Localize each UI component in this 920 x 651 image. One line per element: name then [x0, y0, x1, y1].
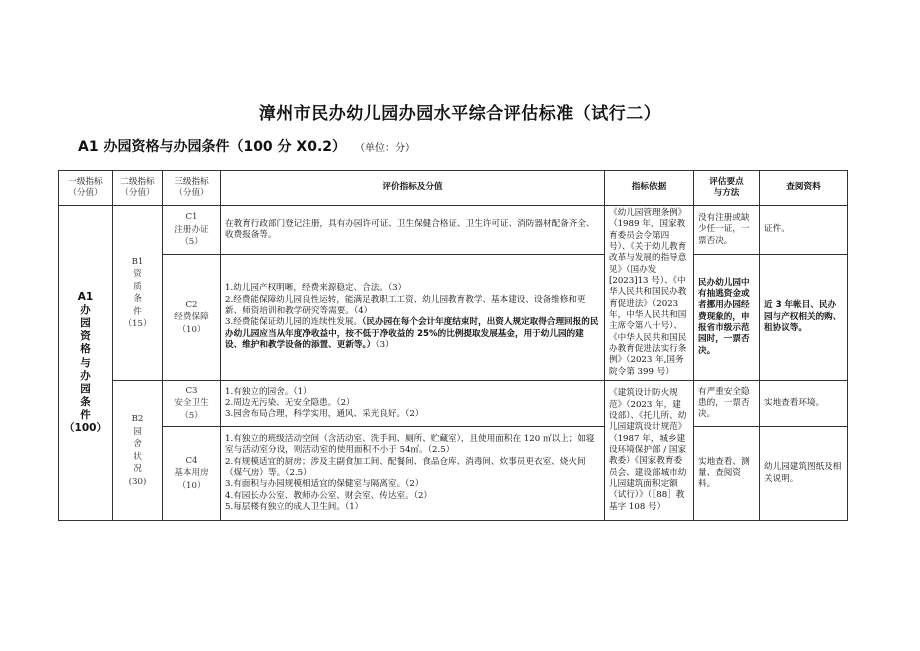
header-level3: 三级指标 （分值）	[163, 171, 221, 206]
table-row	[59, 254, 848, 380]
basis-b2: 《建筑设计防火规范》（2023 年，建设部）、《托儿所、幼儿园建筑设计规范》（1987 年，城乡建设环境保护部 / 国家教委）《国家教育委员会、建设部城市幼儿园建筑面积定额（试行）》（［88］教基字 108 号）	[605, 381, 694, 521]
materials-c4: 幼儿园建筑图纸及相关说明。	[760, 427, 848, 521]
criteria-c1: 在教育行政部门登记注册，具有办园许可证、卫生保健合格证、卫生许可证、消防器材配备齐全、收费报备等。	[221, 206, 605, 255]
materials-c1: 证件。	[760, 206, 848, 255]
criteria-c2: 1.幼儿园产权明晰，经费来源稳定、合法。（3） 2.经费能保障幼儿园良性运转，能满足教职工工资、幼儿园教育教学、基本建设、设备维修和更新、师资培训和教学研究等需要。（4） 3.经费能保证幼儿园的连续性发展。（民办园在每个会计年度结束时，出资人规定取得合理回报的民办幼儿园应当从年度净收益中，按不低于净收益的 25%的比例提取发展基金，用于幼儿园的建设、维护和教学设备的添置、更新等。）（3）	[221, 254, 605, 380]
materials-c2: 近 3 年帐目、民办园与产权相关的购、租协议等。	[760, 254, 848, 380]
method-c2: 民办幼儿园中有抽逃资金或者挪用办园经费现象的，申报省市级示范园时，一票否决。	[694, 254, 760, 380]
level3-cell-c1: C1 注册办证 （5）	[163, 206, 221, 255]
criteria-c3: 1.有独立的园舍。（1） 2.周边无污染、无安全隐患。（2） 3.园舍布局合理，科学实用，通风、采光良好。（2）	[221, 381, 605, 427]
criteria-c4: 1.有独立的班级活动空间（含活动室、洗手间、厕所、贮藏室），且使用面积在 120 ㎡以上；如寝室与活动室分设，则活动室的使用面积不小于 54㎡。（2.5） 2.有规模适宜的厨房；涉及主副食加工间、配餐间、食品仓库、消毒间、炊事员更衣室、烧火间（煤气房）等。（2.5） 3.有面积与办园规模相适宜的保健室与隔离室。（2） 4.有园长办公室、教师办公室、财会室、传达室。（2） 5.每层楼有独立的成人卫生间。（1）	[221, 427, 605, 521]
level1-cell: A1 办 园 资 格 与 办 园 条 件 （100）	[59, 206, 113, 521]
level2-cell-b1: B1 资 质 条 件 （15）	[113, 206, 163, 381]
page-title: 漳州市民办幼儿园办园水平综合评估标准（试行二）	[258, 104, 662, 124]
method-c3: 有严重安全隐患的，一票否决。	[694, 381, 760, 427]
header-criteria: 评价指标及分值	[221, 171, 605, 206]
level3-cell-c3: C3 安全卫生 （5）	[163, 381, 221, 427]
section-heading	[78, 136, 415, 156]
basis-b1: 《幼儿园管理条例》（1989 年，国家教育委员会令第四号）、《关于幼儿教育改革与发展的指导意见》（国办发[2023]13 号）、《中华人民共和国民办教育促进法》（2023 年，中华人民共和国主席令第八十号）、《中华人民共和国民办教育促进法实行条例》（2023 年,国务院令第 399 号）	[605, 206, 694, 381]
header-method: 评估要点 与方法	[694, 171, 760, 206]
table-row	[59, 427, 848, 521]
materials-c3: 实地查看环境。	[760, 381, 848, 427]
unit-note: （单位：分）	[360, 143, 416, 154]
level3-cell-c4: C4 基本用房 （10）	[163, 427, 221, 521]
evaluation-table	[58, 170, 848, 521]
table-row	[59, 381, 848, 427]
table-row	[59, 206, 848, 255]
section-heading-text: A1 办园资格与办园条件（100 分 X0.2）	[78, 139, 347, 155]
level2-cell-b2: B2 园 舍 状 况 (30)	[113, 381, 163, 521]
level3-cell-c2: C2 经费保障 （10）	[163, 254, 221, 380]
header-materials: 查阅资料	[760, 171, 848, 206]
table-header-row	[59, 171, 848, 206]
method-c1: 没有注册或缺少任一证，一票否决。	[694, 206, 760, 255]
method-c4: 实地查看、测量、查阅资料。	[694, 427, 760, 521]
header-level1: 一级指标 （分值）	[59, 171, 113, 206]
header-level2: 二级指标 （分值）	[113, 171, 163, 206]
header-basis: 指标依据	[605, 171, 694, 206]
